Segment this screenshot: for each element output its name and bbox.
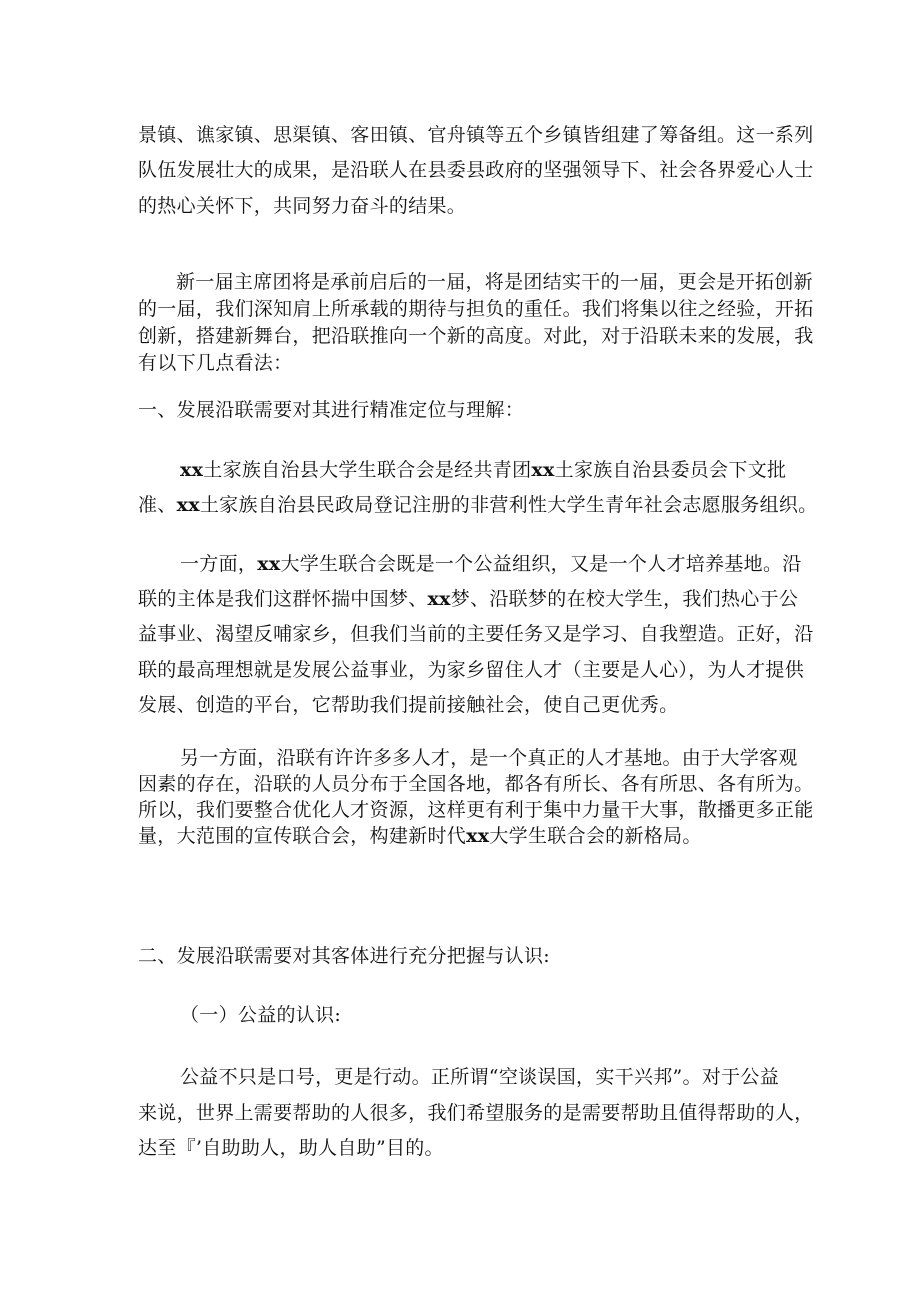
presidium-line-3: 创新，搭建新舞台，把沿联推向一个新的高度。对此，对于沿联未来的发展，我 <box>138 325 814 347</box>
presidium-line-4: 有以下几点看法： <box>138 352 293 374</box>
other-hand-line-4 <box>138 824 702 848</box>
public-welfare-line-1: 公益不只是口号，更是行动。正所谓“空谈误国，实干兴邦”。对于公益 <box>180 1066 780 1088</box>
bold-xx: xx <box>176 494 200 516</box>
definition-line-1 <box>180 458 786 482</box>
section-two-heading: 二、发展沿联需要对其客体进行充分把握与认识: <box>138 945 551 967</box>
bold-xx: xx <box>427 588 451 610</box>
one-hand-line-5: 发展、创造的平台，它帮助我们提前接触社会，使自己更优秀。 <box>138 694 679 716</box>
intro-line-2: 队伍发展壮大的成果，是沿联人在县委县政府的坚强领导下、社会各界爱心人士 <box>138 159 814 181</box>
presidium-line-1: 新一届主席团将是承前启后的一届，将是团结实干的一届，更会是开拓创新 <box>176 271 813 293</box>
bold-xx: xx <box>257 553 281 575</box>
one-hand-line-2 <box>138 587 798 611</box>
definition-text: 准、 <box>138 494 177 516</box>
bold-xx: xx <box>466 825 490 847</box>
one-hand-line-3: 益事业、渴望反哺家乡，但我们当前的主要任务又是学习、自我塑造。正好，沿 <box>138 623 814 645</box>
public-welfare-line-2: 来说，世界上需要帮助的人很多，我们希望服务的是需要帮助且值得帮助的人， <box>138 1102 814 1124</box>
one-hand-text: 大学生联合会既是一个公益组织，又是一个人才培养基地。沿 <box>280 553 802 575</box>
definition-text: 土家族自治县委员会下文批 <box>554 459 787 481</box>
one-hand-line-4: 联的最高理想就是发展公益事业，为家乡留住人才（主要是人心），为人才提供 <box>138 659 805 681</box>
one-hand-line-1 <box>180 552 802 576</box>
definition-line-2 <box>138 493 817 517</box>
bold-xx: xx <box>180 459 204 481</box>
other-hand-line-2: 因素的存在，沿联的人员分布于全国各地，都各有所长、各有所思、各有所为。 <box>138 773 814 795</box>
section-one-heading: 一、发展沿联需要对其进行精准定位与理解： <box>138 399 525 421</box>
definition-text: 土家族自治县民政局登记注册的非营利性大学生青年社会志愿服务组织。 <box>199 494 818 516</box>
subsection-one-heading: （一）公益的认识: <box>180 1004 342 1026</box>
other-hand-text: 大学生联合会的新格局。 <box>489 825 702 847</box>
one-hand-text: 梦、沿联梦的在校大学生，我们热心于公 <box>450 588 799 610</box>
bold-xx: xx <box>531 459 555 481</box>
other-hand-line-1: 另一方面，沿联有许许多多人才，是一个真正的人才基地。由于大学客观 <box>180 747 798 769</box>
definition-text: 土家族自治县大学生联合会是经共青团 <box>203 459 532 481</box>
one-hand-text: 一方面， <box>180 553 258 575</box>
one-hand-text: 联的主体是我们这群怀揣中国梦、 <box>138 588 428 610</box>
intro-line-3: 的热心关怀下，共同努力奋斗的结果。 <box>138 195 467 217</box>
public-welfare-line-3: 达至『’自助助人，助人自助”目的。 <box>138 1137 444 1159</box>
other-hand-line-3: 所以，我们要整合优化人才资源，这样更有利于集中力量干大事，散播更多正能 <box>138 799 814 821</box>
presidium-line-2: 的一届，我们深知肩上所承载的期待与担负的重任。我们将集以往之经验，开拓 <box>138 298 814 320</box>
intro-line-1: 景镇、谯家镇、思渠镇、客田镇、官舟镇等五个乡镇皆组建了筹备组。这一系列 <box>138 124 814 146</box>
other-hand-text: 量，大范围的宣传联合会，构建新时代 <box>138 825 467 847</box>
